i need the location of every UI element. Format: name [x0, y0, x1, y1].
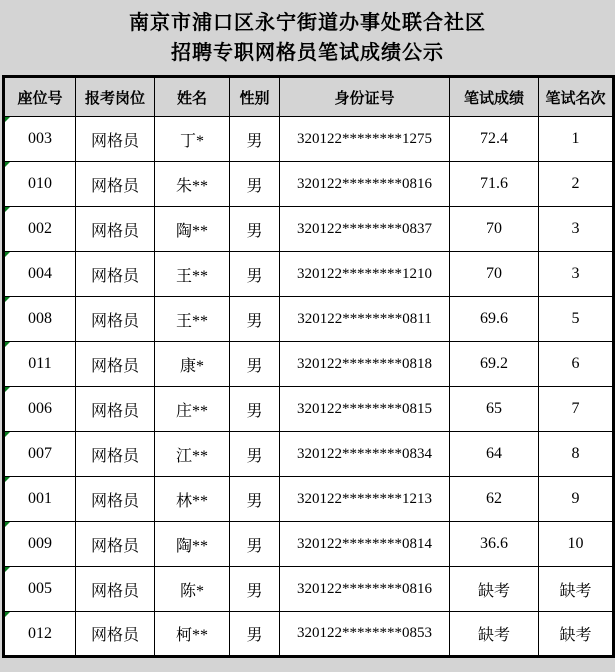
column-header-score: 笔试成绩 [450, 77, 539, 117]
table-row [4, 207, 614, 252]
cell-gender: 男 [230, 477, 280, 522]
cell-name: 丁* [155, 117, 230, 162]
table-row [4, 117, 614, 162]
cell-score: 70 [450, 207, 539, 252]
excel-error-flag-icon [5, 162, 10, 167]
cell-seat-text: 007 [28, 445, 52, 462]
cell-id-number: 320122********0816 [280, 162, 450, 207]
table-row [4, 432, 614, 477]
cell-position: 网格员 [76, 162, 155, 207]
cell-seat [4, 252, 76, 297]
cell-id-number: 320122********1210 [280, 252, 450, 297]
cell-gender: 男 [230, 612, 280, 657]
results-header [4, 77, 614, 117]
table-row [4, 477, 614, 522]
cell-seat [4, 567, 76, 612]
cell-seat-text: 012 [28, 624, 52, 642]
column-header-id: 身份证号 [280, 77, 450, 117]
cell-position: 网格员 [76, 342, 155, 387]
cell-gender: 男 [230, 432, 280, 477]
cell-gender: 男 [230, 522, 280, 567]
page-title-line2: 招聘专职网格员笔试成绩公示 [171, 42, 444, 64]
cell-seat [4, 342, 76, 387]
cell-gender: 男 [230, 567, 280, 612]
table-row [4, 342, 614, 387]
cell-score: 缺考 [450, 612, 539, 657]
cell-id-number: 320122********1213 [280, 477, 450, 522]
cell-gender: 男 [230, 252, 280, 297]
cell-id-number: 320122********0814 [280, 522, 450, 567]
cell-gender: 男 [230, 342, 280, 387]
cell-position: 网格员 [76, 207, 155, 252]
cell-rank: 缺考 [539, 567, 614, 612]
cell-seat-text: 005 [28, 580, 52, 597]
cell-position: 网格员 [76, 432, 155, 477]
results-table [2, 75, 615, 658]
excel-error-flag-icon [5, 612, 10, 617]
cell-seat [4, 477, 76, 522]
cell-id-number: 320122********0818 [280, 342, 450, 387]
cell-score: 69.2 [450, 342, 539, 387]
cell-rank: 7 [539, 387, 614, 432]
cell-score: 71.6 [450, 162, 539, 207]
column-header-gender: 性别 [230, 77, 280, 117]
cell-rank: 6 [539, 342, 614, 387]
cell-name: 王** [155, 297, 230, 342]
cell-seat-text: 009 [28, 535, 52, 552]
cell-score: 70 [450, 252, 539, 297]
cell-id-number: 320122********0853 [280, 612, 450, 657]
excel-error-flag-icon [5, 207, 10, 212]
column-header-name: 姓名 [155, 77, 230, 117]
cell-rank: 缺考 [539, 612, 614, 657]
cell-position: 网格员 [76, 117, 155, 162]
table-row [4, 162, 614, 207]
cell-name: 陶** [155, 522, 230, 567]
cell-seat [4, 522, 76, 567]
cell-position: 网格员 [76, 567, 155, 612]
cell-rank: 1 [539, 117, 614, 162]
cell-seat-text: 011 [28, 355, 52, 372]
excel-error-flag-icon [5, 117, 10, 122]
cell-gender: 男 [230, 162, 280, 207]
column-header-seat: 座位号 [4, 77, 76, 117]
cell-name: 庄** [155, 387, 230, 432]
cell-gender: 男 [230, 207, 280, 252]
cell-seat-text: 010 [28, 175, 52, 192]
cell-seat [4, 297, 76, 342]
cell-score: 36.6 [450, 522, 539, 567]
cell-name: 柯** [155, 612, 230, 657]
cell-id-number: 320122********0815 [280, 387, 450, 432]
header-row [4, 77, 614, 117]
excel-error-flag-icon [5, 477, 10, 482]
cell-id-number: 320122********0837 [280, 207, 450, 252]
cell-seat [4, 117, 76, 162]
cell-id-number: 320122********0834 [280, 432, 450, 477]
cell-name: 王** [155, 252, 230, 297]
cell-seat [4, 612, 76, 657]
page-title-line1: 南京市浦口区永宁街道办事处联合社区 [129, 12, 486, 34]
excel-error-flag-icon [5, 432, 10, 437]
table-row [4, 522, 614, 567]
cell-seat-text: 008 [28, 310, 52, 327]
cell-name: 康* [155, 342, 230, 387]
cell-seat [4, 207, 76, 252]
cell-score: 62 [450, 477, 539, 522]
cell-rank: 3 [539, 252, 614, 297]
cell-score: 缺考 [450, 567, 539, 612]
cell-position: 网格员 [76, 387, 155, 432]
cell-rank: 10 [539, 522, 614, 567]
cell-name: 陶** [155, 207, 230, 252]
excel-error-flag-icon [5, 297, 10, 302]
excel-error-flag-icon [5, 252, 10, 257]
cell-position: 网格员 [76, 252, 155, 297]
results-body [4, 117, 614, 657]
cell-seat [4, 387, 76, 432]
column-header-rank: 笔试名次 [539, 77, 614, 117]
cell-gender: 男 [230, 387, 280, 432]
cell-seat-text: 004 [28, 265, 52, 282]
excel-error-flag-icon [5, 522, 10, 527]
cell-score: 65 [450, 387, 539, 432]
table-row [4, 297, 614, 342]
cell-rank: 3 [539, 207, 614, 252]
excel-error-flag-icon [5, 567, 10, 572]
table-row [4, 567, 614, 612]
cell-seat-text: 003 [28, 130, 52, 147]
cell-gender: 男 [230, 117, 280, 162]
cell-gender: 男 [230, 297, 280, 342]
table-row [4, 612, 614, 657]
cell-score: 72.4 [450, 117, 539, 162]
cell-id-number: 320122********0816 [280, 567, 450, 612]
cell-score: 64 [450, 432, 539, 477]
cell-name: 陈* [155, 567, 230, 612]
cell-name: 林** [155, 477, 230, 522]
column-header-position: 报考岗位 [76, 77, 155, 117]
cell-seat-text: 002 [28, 220, 52, 237]
cell-id-number: 320122********1275 [280, 117, 450, 162]
table-row [4, 252, 614, 297]
page-title [0, 0, 615, 75]
table-row [4, 387, 614, 432]
cell-name: 江** [155, 432, 230, 477]
cell-seat [4, 162, 76, 207]
cell-position: 网格员 [76, 297, 155, 342]
cell-rank: 8 [539, 432, 614, 477]
cell-score: 69.6 [450, 297, 539, 342]
excel-error-flag-icon [5, 387, 10, 392]
cell-seat-text: 006 [28, 400, 52, 417]
cell-rank: 2 [539, 162, 614, 207]
cell-seat-text: 001 [28, 490, 52, 507]
cell-position: 网格员 [76, 612, 155, 657]
cell-name: 朱** [155, 162, 230, 207]
cell-position: 网格员 [76, 477, 155, 522]
cell-seat [4, 432, 76, 477]
cell-rank: 9 [539, 477, 614, 522]
cell-id-number: 320122********0811 [280, 297, 450, 342]
cell-position: 网格员 [76, 522, 155, 567]
excel-error-flag-icon [5, 342, 10, 347]
cell-rank: 5 [539, 297, 614, 342]
